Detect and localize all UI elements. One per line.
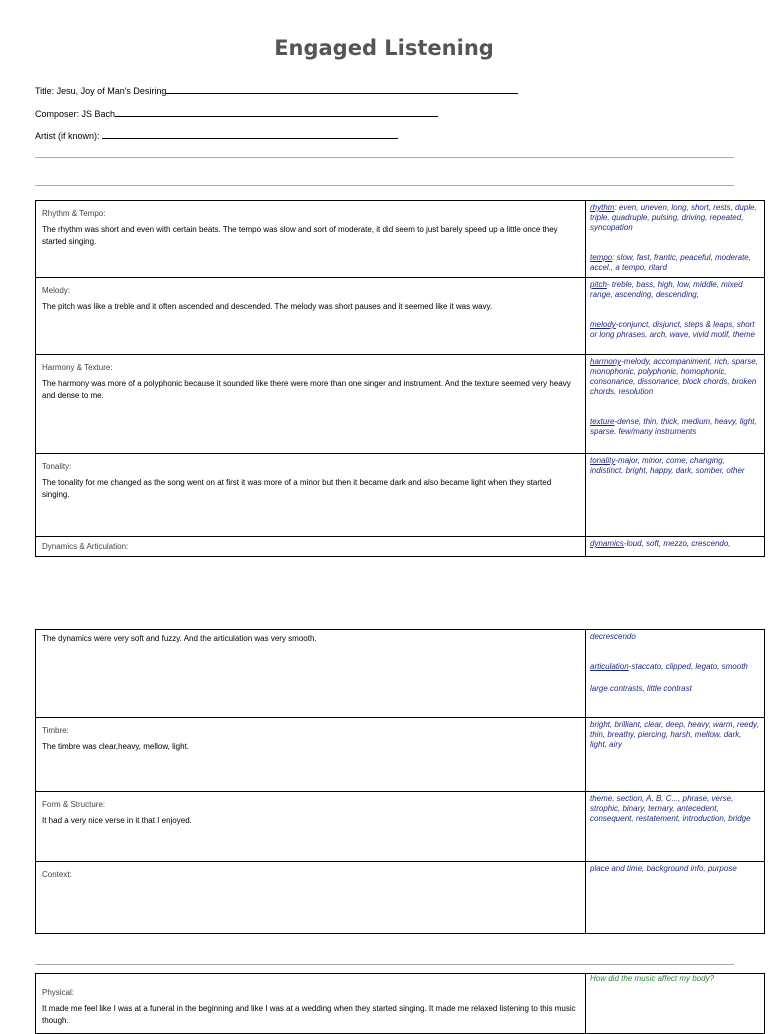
row-rhythm: [36, 201, 765, 278]
divider-2: [35, 185, 734, 186]
page-title: Engaged Listening: [274, 36, 494, 60]
harmony-answer: The harmony was more of a polyphonic because it sounded like there were more than one singer and instrument. And the texture seemed very heavy and dense to me.: [42, 379, 571, 400]
texture-hint-keyword: texture: [590, 417, 615, 426]
context-cell[interactable]: [36, 862, 586, 934]
harmony-label: Harmony & Texture:: [42, 363, 113, 372]
row-melody: [36, 278, 765, 355]
harmony-hint-keyword: harmony: [590, 357, 622, 366]
tonality-hints: [586, 454, 765, 537]
title-label: Title: Jesu, Joy of Man's Desiring: [35, 86, 167, 96]
physical-answer: It made me feel like I was at a funeral in the beginning and like I was at a wedding when they started singing. It made me relaxed listening to this music though.: [42, 1004, 576, 1025]
pitch-hint-keyword: pitch: [590, 280, 607, 289]
physical-hint-text: How did the music affect my body?: [590, 974, 715, 983]
row-harmony: [36, 355, 765, 454]
composer-field: [35, 107, 438, 119]
context-label: Context:: [42, 870, 72, 879]
dynamics-hint-keyword: dynamics: [590, 539, 624, 548]
divider-1: [35, 157, 734, 158]
form-label: Form & Structure:: [42, 800, 106, 809]
physical-label: Physical:: [42, 988, 75, 997]
physical-hints: [586, 974, 765, 1034]
row-tonality: [36, 454, 765, 537]
row-dynamics: [36, 537, 765, 557]
melody-hint-keyword: melody: [590, 320, 616, 329]
contrast-hint: large contrasts, little contrast: [590, 684, 692, 693]
row-physical: [36, 974, 765, 1034]
dynamics-answer: The dynamics were very soft and fuzzy. And the articulation was very smooth.: [42, 634, 317, 643]
dynamics-hint-text: -loud, soft, mezzo, crescendo,: [623, 539, 731, 548]
melody-hint-text: -conjunct, disjunct, steps & leaps, short or long phrases, arch, wave, vivid motif, theme: [590, 320, 755, 339]
melody-cell[interactable]: [36, 278, 586, 355]
rhythm-hint-keyword: rhythm: [590, 203, 615, 212]
artist-line[interactable]: [102, 129, 398, 139]
listening-table-2: [35, 629, 765, 934]
tonality-cell[interactable]: [36, 454, 586, 537]
dynamics-cell[interactable]: [36, 537, 586, 557]
tonality-answer: The tonality for me changed as the song went on at first it was more of a minor but then it became dark and also became light when they started singing.: [42, 478, 552, 499]
tempo-hint-text: : slow, fast, frantic, peaceful, moderate, accel., a tempo, ritard: [590, 253, 751, 272]
timbre-label: Timbre:: [42, 726, 69, 735]
articulation-hint-text: -staccato, clipped, legato, smooth: [628, 662, 748, 671]
row-form: [36, 792, 765, 862]
harmony-cell[interactable]: [36, 355, 586, 454]
articulation-hint-keyword: articulation: [590, 662, 629, 671]
melody-label: Melody:: [42, 286, 71, 295]
row-timbre: [36, 718, 765, 792]
artist-field: [35, 129, 398, 141]
harmony-hints: [586, 355, 765, 454]
decrescendo-hint: decrescendo: [590, 632, 636, 641]
title-line[interactable]: [166, 84, 518, 94]
melody-answer: The pitch was like a treble and it often ascended and descended. The melody was short pauses and it seemed like it was wavy.: [42, 302, 493, 311]
tonality-hint-text: -major, minor, come, changing, indistinct, bright, happy, dark, somber, other: [590, 456, 745, 475]
rhythm-hints: [586, 201, 765, 278]
context-hints: [586, 862, 765, 934]
tonality-hint-keyword: tonality: [590, 456, 616, 465]
melody-hints: [586, 278, 765, 355]
composer-line[interactable]: [115, 107, 438, 117]
timbre-hints: [586, 718, 765, 792]
rhythm-cell[interactable]: [36, 201, 586, 278]
title-field: [35, 84, 518, 96]
form-hints: [586, 792, 765, 862]
rhythm-label: Rhythm & Tempo:: [42, 209, 106, 218]
harmony-hint-text: -melody, accompaniment, rich, sparse, monophonic, polyphonic, homophonic, consonance, dissonance, block chords, broken chords, resolution: [590, 357, 758, 396]
listening-table-3: [35, 973, 765, 1034]
form-cell[interactable]: [36, 792, 586, 862]
rhythm-hint-text: : even, uneven, long, short, rests, duple, triple, quadruple, pulsing, driving, repeated, syncopation: [590, 203, 757, 232]
tonality-label: Tonality:: [42, 462, 72, 471]
context-hint-text: place and time, background info, purpose: [590, 864, 737, 873]
timbre-cell[interactable]: [36, 718, 586, 792]
timbre-hint-text: bright, brilliant, clear, deep, heavy, warm, reedy, thin, breathy, piercing, harsh, mellow, dark, light, airy: [590, 720, 759, 749]
timbre-answer: The timbre was clear,heavy, mellow, light.: [42, 742, 190, 751]
dynamics-answer-cell[interactable]: [36, 630, 586, 718]
texture-hint-text: -dense, thin, thick, medium, heavy, light, sparse. few/many instruments: [590, 417, 757, 436]
dynamics-hints: [586, 537, 765, 557]
listening-table-1: [35, 200, 765, 557]
row-context: [36, 862, 765, 934]
composer-label: Composer: JS Bach: [35, 109, 116, 119]
rhythm-answer: The rhythm was short and even with certain beats. The tempo was slow and sort of moderate, it did seem to just barely speed up a little once they started singing.: [42, 225, 558, 246]
form-hint-text: theme, section, A, B, C..., phrase, verse, strophic, binary, ternary, antecedent, consequent, restatement, introduction, bridge: [590, 794, 751, 823]
dynamics-cont-hints: [586, 630, 765, 718]
row-dynamics-continued: [36, 630, 765, 718]
form-answer: It had a very nice verse in it that I enjoyed.: [42, 816, 192, 825]
dynamics-label: Dynamics & Articulation:: [42, 542, 129, 551]
artist-label: Artist (if known):: [35, 131, 100, 141]
divider-3: [35, 964, 734, 965]
physical-cell[interactable]: [36, 974, 586, 1034]
tempo-hint-keyword: tempo: [590, 253, 613, 262]
pitch-hint-text: - treble, bass, high, low, middle, mixed range, ascending, descending,: [590, 280, 743, 299]
